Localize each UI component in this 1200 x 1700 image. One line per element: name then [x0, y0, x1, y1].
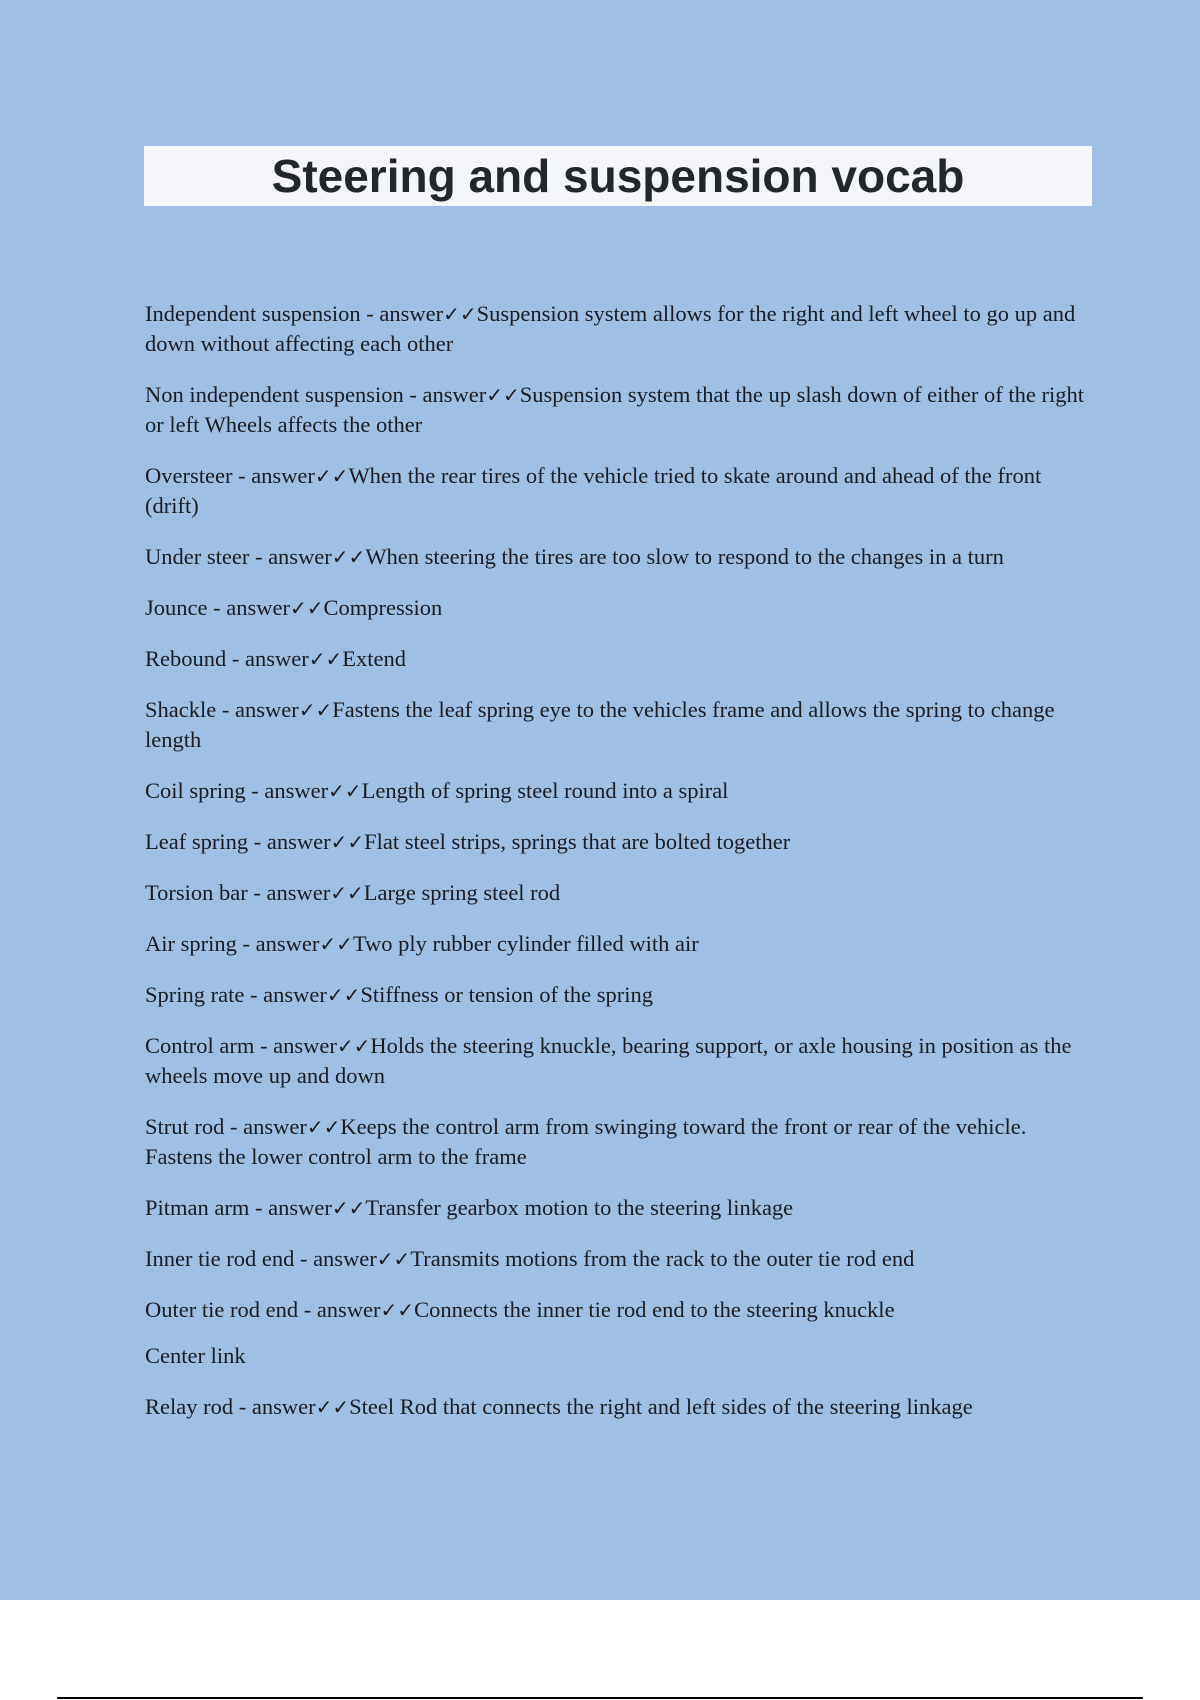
- answer-separator: - answer: [233, 1394, 316, 1419]
- vocab-definition: Fastens the leaf spring eye to the vehicles frame and allows the spring to change length: [145, 697, 1055, 752]
- double-check-icon: ✓✓: [376, 1247, 411, 1271]
- vocab-term: Air spring: [145, 931, 237, 956]
- footer-divider: [57, 1697, 1143, 1699]
- double-check-icon: ✓✓: [306, 1115, 341, 1139]
- answer-separator: - answer: [249, 544, 332, 569]
- double-check-icon: ✓✓: [330, 881, 364, 905]
- vocab-term: Rebound: [145, 646, 227, 671]
- vocab-definition: Transmits motions from the rack to the outer tie rod end: [410, 1246, 915, 1271]
- double-check-icon: ✓✓: [308, 647, 343, 671]
- answer-separator: - answer: [224, 1114, 307, 1139]
- vocab-term: Jounce: [145, 595, 208, 620]
- double-check-icon: ✓✓: [319, 932, 353, 956]
- vocab-list: [145, 299, 1090, 1443]
- vocab-definition: Stiffness or tension of the spring: [360, 982, 654, 1007]
- vocab-entry: [145, 980, 1090, 1010]
- vocab-entry: [145, 1112, 1090, 1172]
- vocab-term: Under steer: [145, 544, 250, 569]
- vocab-definition: Steel Rod that connects the right and left sides of the steering linkage: [349, 1394, 973, 1419]
- vocab-term: Control arm: [145, 1033, 255, 1058]
- vocab-entry: [145, 1295, 1090, 1325]
- vocab-term: Spring rate: [145, 982, 245, 1007]
- vocab-term: Shackle: [145, 697, 217, 722]
- answer-separator: - answer: [232, 463, 315, 488]
- vocab-definition: Length of spring steel round into a spiral: [361, 778, 729, 803]
- answer-separator: - answer: [247, 880, 331, 905]
- double-check-icon: ✓✓: [331, 545, 366, 569]
- vocab-term: Inner tie rod end: [145, 1246, 295, 1271]
- vocab-definition: Large spring steel rod: [363, 880, 561, 905]
- vocab-term: Leaf spring: [145, 829, 249, 854]
- answer-separator: - answer: [236, 931, 320, 956]
- double-check-icon: ✓✓: [298, 698, 333, 722]
- answer-separator: - answer: [298, 1297, 381, 1322]
- vocab-definition: When the rear tires of the vehicle tried to skate around and ahead of the front (drift): [145, 463, 1042, 518]
- vocab-entry: [145, 929, 1090, 959]
- vocab-definition: Flat steel strips, springs that are bolted together: [364, 829, 791, 854]
- double-check-icon: ✓✓: [328, 779, 362, 803]
- vocab-term: Oversteer: [145, 463, 233, 488]
- vocab-definition: Extend: [342, 646, 406, 671]
- vocab-definition: Keeps the control arm from swinging toward the front or rear of the vehicle. Fastens the lower control arm to the frame: [145, 1114, 1027, 1169]
- vocab-definition: Suspension system allows for the right and left wheel to go up and down without affecting each other: [145, 301, 1076, 356]
- vocab-entry: [145, 827, 1090, 857]
- standalone-term: Center link: [145, 1343, 246, 1368]
- vocab-entry: [145, 695, 1090, 755]
- vocab-term: Coil spring: [145, 778, 246, 803]
- answer-separator: - answer: [207, 595, 290, 620]
- double-check-icon: ✓✓: [330, 830, 365, 854]
- double-check-icon: ✓✓: [380, 1298, 415, 1322]
- answer-separator: - answer: [249, 1195, 332, 1220]
- vocab-entry: [145, 1193, 1090, 1223]
- vocab-entry: [145, 1244, 1090, 1274]
- vocab-definition: Holds the steering knuckle, bearing support, or axle housing in position as the wheels move up and down: [145, 1033, 1072, 1088]
- vocab-entry: [145, 1392, 1090, 1422]
- answer-separator: - answer: [248, 829, 331, 854]
- answer-separator: - answer: [244, 982, 327, 1007]
- vocab-entry: [145, 776, 1090, 806]
- vocab-term: Strut rod: [145, 1114, 225, 1139]
- double-check-icon: ✓✓: [314, 464, 349, 488]
- answer-separator: - answer: [360, 301, 444, 326]
- answer-separator: - answer: [403, 382, 487, 407]
- vocab-entry: [145, 461, 1090, 521]
- answer-separator: - answer: [254, 1033, 337, 1058]
- vocab-entry: [145, 1031, 1090, 1091]
- answer-separator: - answer: [294, 1246, 377, 1271]
- vocab-term: Outer tie rod end: [145, 1297, 299, 1322]
- answer-separator: - answer: [245, 778, 329, 803]
- vocab-term: Non independent suspension: [145, 382, 404, 407]
- vocab-entry: [145, 644, 1090, 674]
- vocab-definition: Connects the inner tie rod end to the steering knuckle: [414, 1297, 895, 1322]
- vocab-entry: [145, 593, 1090, 623]
- vocab-entry: [145, 878, 1090, 908]
- vocab-entry: [145, 299, 1090, 359]
- double-check-icon: ✓✓: [331, 1196, 366, 1220]
- vocab-term: Relay rod: [145, 1394, 234, 1419]
- double-check-icon: ✓✓: [336, 1034, 371, 1058]
- double-check-icon: ✓✓: [315, 1395, 350, 1419]
- double-check-icon: ✓✓: [326, 983, 361, 1007]
- vocab-entry: [145, 380, 1090, 440]
- vocab-term: Pitman arm: [145, 1195, 250, 1220]
- answer-separator: - answer: [216, 697, 299, 722]
- title-banner: [144, 146, 1092, 206]
- double-check-icon: ✓✓: [443, 302, 477, 326]
- answer-separator: - answer: [226, 646, 309, 671]
- vocab-definition: Two ply rubber cylinder filled with air: [352, 931, 699, 956]
- vocab-entry: [145, 542, 1090, 572]
- double-check-icon: ✓✓: [289, 596, 324, 620]
- vocab-term: Torsion bar: [145, 880, 248, 905]
- vocab-term: Independent suspension: [145, 301, 361, 326]
- vocab-definition: Transfer gearbox motion to the steering linkage: [365, 1195, 794, 1220]
- double-check-icon: ✓✓: [486, 383, 520, 407]
- vocab-definition: Compression: [323, 595, 443, 620]
- vocab-definition: Suspension system that the up slash down of either of the right or left Wheels affects the other: [145, 382, 1085, 437]
- vocab-definition: When steering the tires are too slow to respond to the changes in a turn: [365, 544, 1004, 569]
- page-title: Steering and suspension vocab: [271, 150, 965, 202]
